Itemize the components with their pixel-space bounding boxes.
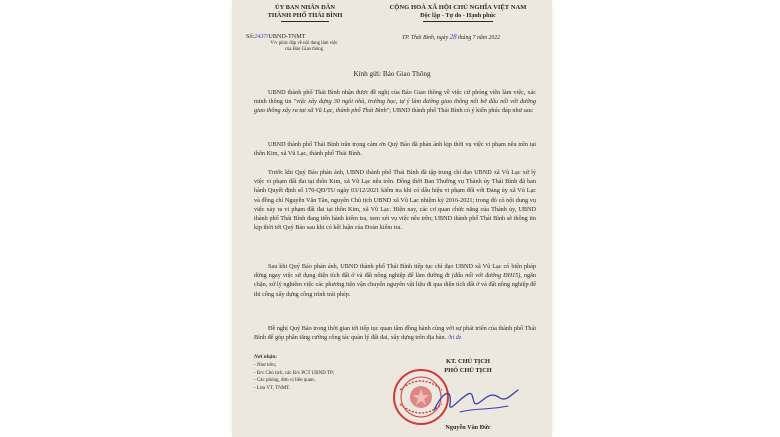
salutation: Kính gửi: Báo Giao Thông bbox=[353, 70, 431, 78]
reference-subject bbox=[244, 41, 364, 53]
p1-text-start: UBND thành phố Thái Bình nhận được đề nghị của Báo Giao thông về việc cử phóng viên làm việc, xác minh thông tin bbox=[254, 89, 536, 106]
subject-line2: của Báo Giao thông bbox=[284, 47, 324, 52]
ref-prefix: Số: bbox=[246, 33, 255, 40]
recipients-label: Nơi nhận: bbox=[254, 354, 278, 360]
p1-quoted-topic: "việc xây dựng 30 ngôi nhà, trường học, tự ý làm đường giao thông nối bờ đấu nối với đường giao thông xây ra tại xã Vũ Lạc, thành phố Thái Bình" bbox=[254, 98, 536, 115]
paragraph-2: UBND thành phố Thái Bình trân trọng cảm ơn Quý Báo đã phản ánh kịp thời vụ việc vi phạm nêu trên tại thôn Kim, xã Vũ Lạc, thành phố Thái Bình. bbox=[254, 141, 536, 158]
issuer-line2: THÀNH PHỐ THÁI BÌNH bbox=[267, 12, 343, 19]
ref-number-handwritten: 2437 bbox=[254, 33, 267, 40]
document-page bbox=[232, 0, 552, 437]
document-date bbox=[402, 33, 500, 41]
p4-text-end: , ngăn chặn, xử lý nghiêm việc các phương tiện vận chuyển nguyên vật liệu đi qua diện tích đất ở và đất nông nghiệp để thi công xây dựng công trình trái phép. bbox=[254, 272, 536, 298]
signer-name: Nguyễn Văn Đức bbox=[445, 424, 491, 431]
p4-text-start: Sau khi Quý Báo phản ánh, UBND thành phố Thái Bình tiếp tục chỉ đạo UBND xã Vũ Lạc có biện pháp dừng ngay việc sử dụng diện tích đất ở và đất nông nghiệp để làm đường đi bbox=[254, 263, 536, 280]
motto-underline bbox=[423, 21, 493, 22]
paragraph-4 bbox=[254, 262, 536, 299]
paragraph-1 bbox=[254, 88, 536, 116]
subject-line1: V/v phúc đáp về nội dung làm việc bbox=[270, 41, 338, 46]
ref-suffix: /UBND-TNMT bbox=[266, 33, 306, 40]
date-day-handwritten: 28 bbox=[449, 33, 457, 41]
paragraph-3: Trước khi Quý Báo phản ánh, UBND thành phố Thái Bình đã tập trung chỉ đạo UBND xã Vũ Lạc xử lý việc vi phạm đất đai tại thôn Kim, xã Vũ Lạc nêu trên. Đồng thời Ban Thường vụ Thành ủy Thái Bình đã ban hành Quyết định số 170-QĐ/TU ngày 03/12/2021 kiểm tra khi có dấu hiệu vi phạm đối với Đảng ủy xã Vũ Lạc và đồng chí Nguyễn Văn Tân, nguyên Chủ tịch UBND xã Vũ Lạc nhiệm kỳ 2016-2021; trong đó có nội dung vụ việc xảy ra vi phạm đất đai tại thôn Kim, xã Vũ Lạc. Hiện nay, các cơ quan chức năng của Thành ủy, UBND thành phố Thái Bình đang tiến hành kiểm tra, xem xét vụ việc nêu trên; UBND thành phố Thái Bình sẽ thông tin kịp thời tới Quý Báo sau khi có kết luận của Đoàn kiểm tra. bbox=[254, 169, 536, 232]
document-reference bbox=[246, 33, 305, 40]
p5-handwritten-mark: /hi đz bbox=[447, 334, 462, 342]
p4-italic-note: (đấu nối với đường ĐH15) bbox=[451, 272, 521, 280]
handwritten-signature bbox=[430, 380, 520, 420]
issuer-block bbox=[246, 4, 364, 22]
issuer-underline bbox=[281, 21, 329, 22]
paragraph-5 bbox=[254, 324, 536, 342]
p5-text: Đề nghị Quý Báo trong thời gian tới tiếp tục quan tâm đồng hành cùng với sự phát triển của thành phố Thái Bình để góp phần tăng cường công tác quản lý đất đai, xây dựng trên địa bàn. bbox=[254, 325, 536, 342]
issuer-line1: ỦY BAN NHÂN DÂN bbox=[275, 4, 335, 11]
recipients-list: - Như trên; - Đ/c Chủ tịch, các Đ/c PCT UBND TP; - Các phòng, đơn vị liên quan; - Lưu VT, TNMT. bbox=[254, 363, 335, 391]
p1-text-end: ; UBND thành phố Thái Bình có ý kiến phúc đáp như sau: bbox=[389, 107, 534, 115]
signatory-line2: PHÓ CHỦ TỊCH bbox=[444, 366, 492, 374]
date-suffix: tháng 7 năm 2022 bbox=[458, 35, 501, 41]
national-header bbox=[364, 4, 552, 22]
country-name: CỘNG HOÀ XÃ HỘI CHỦ NGHĨA VIỆT NAM bbox=[389, 4, 527, 11]
signatory-line1: KT. CHỦ TỊCH bbox=[446, 358, 490, 365]
national-motto: Độc lập - Tự do - Hạnh phúc bbox=[420, 12, 496, 19]
date-prefix: TP. Thái Bình, ngày bbox=[402, 35, 449, 41]
